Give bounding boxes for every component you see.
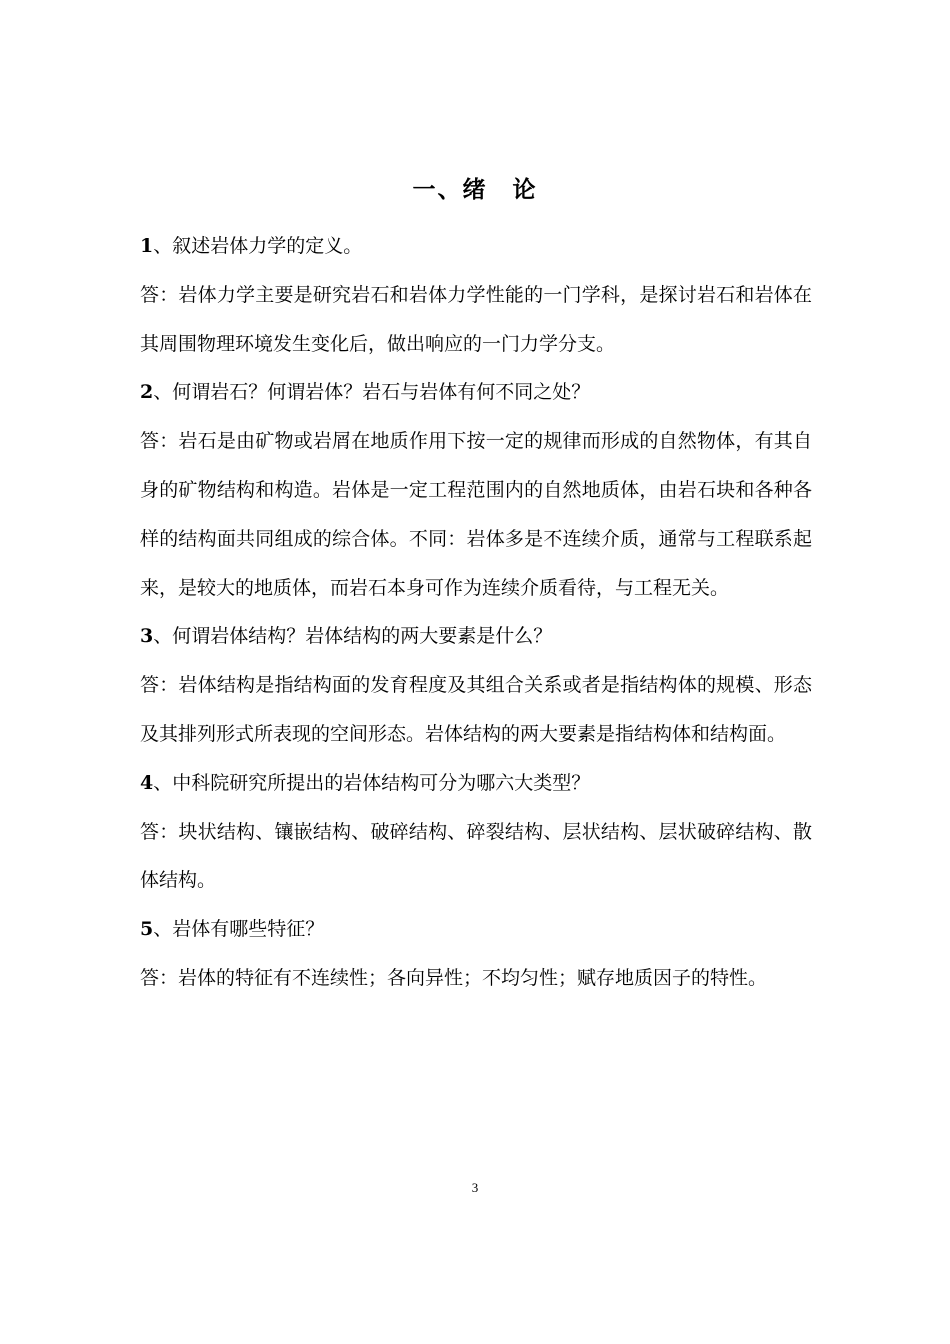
- question-4: [140, 759, 812, 808]
- question-text: 、叙述岩体力学的定义。: [153, 235, 363, 257]
- question-2: [140, 368, 812, 417]
- question-1: [140, 222, 812, 271]
- answer-3: 答：岩体结构是指结构面的发育程度及其组合关系或者是指结构体的规模、形态及其排列形式所表现的空间形态。岩体结构的两大要素是指结构体和结构面。: [140, 674, 812, 745]
- question-3: [140, 612, 812, 661]
- question-number: 5: [140, 918, 154, 941]
- page-number: 3: [471, 1180, 479, 1195]
- question-text: 、何谓岩石？何谓岩体？岩石与岩体有何不同之处？: [153, 381, 591, 404]
- question-number: 2: [140, 381, 154, 404]
- answer-2: 答：岩石是由矿物或岩屑在地质作用下按一定的规律而形成的自然物体，有其自身的矿物结构和构造。岩体是一定工程范围内的自然地质体，由岩石块和各种各样的结构面共同组成的综合体。不同：岩体多是不连续介质，通常与工程联系起来，是较大的地质体，而岩石本身可作为连续介质看待，与工程无关。: [140, 430, 812, 599]
- question-number: 4: [140, 771, 154, 794]
- question-number: 1: [140, 235, 154, 257]
- answer-1: 答：岩体力学主要是研究岩石和岩体力学性能的一门学科，是探讨岩石和岩体在其周围物理环境发生变化后，做出响应的一门力学分支。: [140, 283, 812, 355]
- question-text: 、何谓岩体结构？岩体结构的两大要素是什么？: [153, 625, 553, 648]
- question-text: 、岩体有哪些特征？: [153, 918, 325, 941]
- question-text: 、中科院研究所提出的岩体结构可分为哪六大类型？: [153, 771, 591, 794]
- question-5: [140, 905, 812, 954]
- section-title: 一、绪 论: [412, 176, 538, 203]
- qa-list: [140, 222, 812, 1003]
- question-number: 3: [140, 625, 154, 648]
- answer-5: 答：岩体的特征有不连续性；各向异性；不均匀性；赋存地质因子的特性。: [140, 966, 768, 989]
- answer-4: 答：块状结构、镶嵌结构、破碎结构、碎裂结构、层状结构、层状破碎结构、散体结构。: [140, 820, 812, 892]
